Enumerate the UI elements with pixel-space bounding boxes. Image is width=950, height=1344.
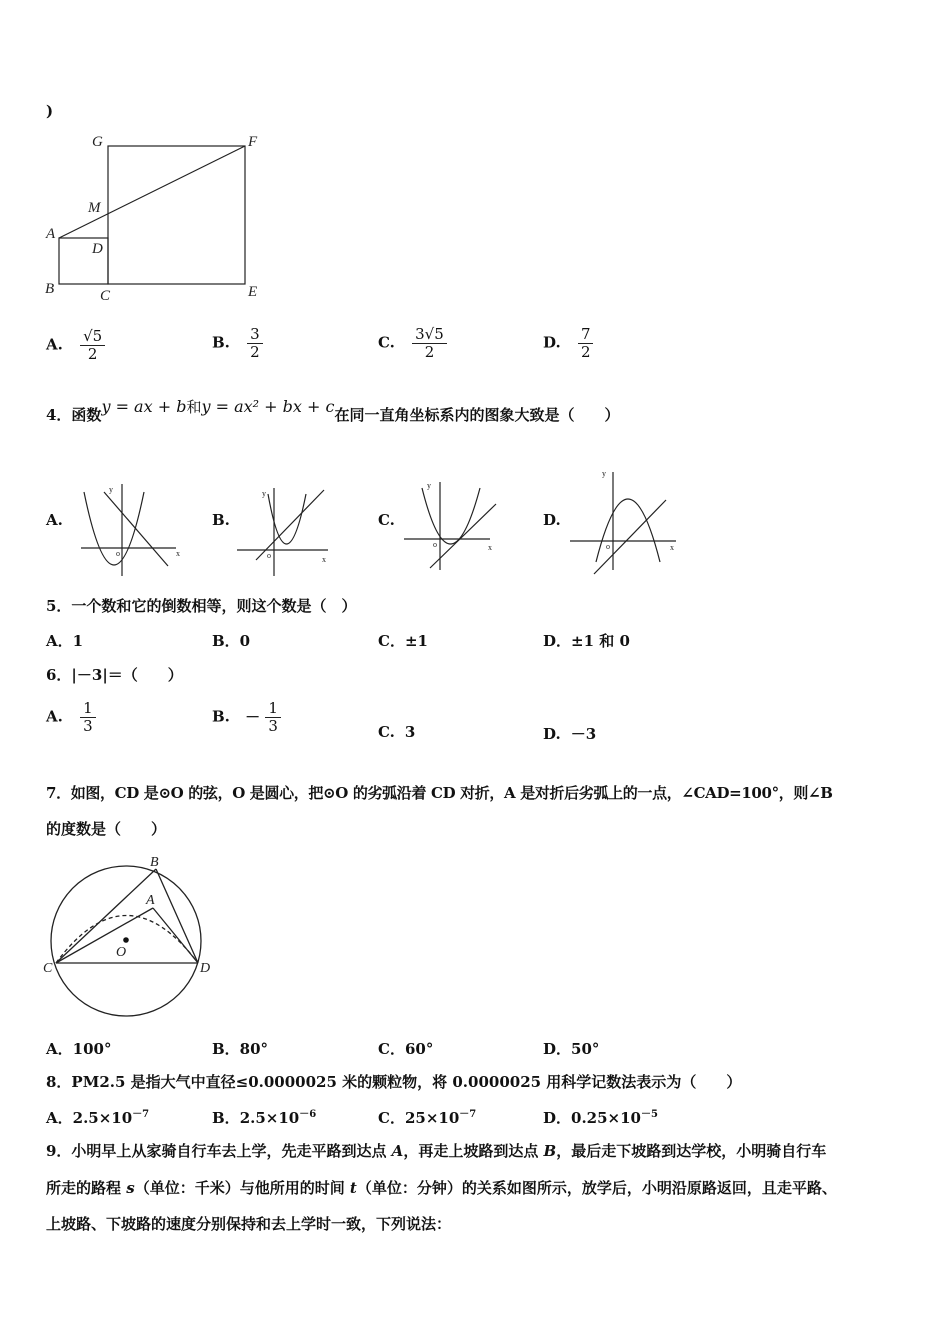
segment-cb	[56, 869, 156, 963]
q8-stem: 8．PM2.5 是指大气中直径≤0.0000025 米的颗粒物，将 0.0000025 用科学记数法表示为（ ）	[46, 1073, 742, 1091]
q9-line2: 所走的路程 s（单位：千米）与他所用的时间 t（单位：分钟）的关系如图所示，放学后，小明沿原路返回，且走平路、	[46, 1179, 837, 1197]
top-bracket: )	[46, 102, 54, 120]
label-m: M	[88, 200, 101, 216]
q5-option-d[interactable]: D．±1 和 0	[543, 632, 630, 650]
q4-graph-a	[76, 478, 186, 578]
q3-option-b[interactable]: B. $\frac{3}{2}$	[212, 326, 263, 361]
svg-text:x: x	[176, 549, 180, 558]
q5-option-c[interactable]: C．±1	[378, 632, 428, 650]
q6-option-b[interactable]: B. － $\frac{1}{3}$	[212, 700, 281, 735]
label-d: D	[92, 241, 103, 257]
q7-figure	[38, 850, 218, 1022]
q8-option-a[interactable]: A．$2.5\times 10^{-7}$	[46, 1109, 150, 1127]
square-gfec	[108, 146, 245, 284]
segment-bd	[156, 869, 198, 963]
q8-option-d[interactable]: D．$0.25\times 10^{-5}$	[543, 1109, 658, 1127]
svg-text:o: o	[267, 551, 271, 560]
q4-graph-c	[400, 476, 510, 576]
svg-text:x: x	[322, 555, 326, 564]
q5-option-b[interactable]: B．0	[212, 632, 251, 650]
label-g: G	[92, 134, 103, 150]
q4-option-d[interactable]: D.	[543, 511, 561, 529]
q4-option-c[interactable]: C.	[378, 511, 395, 529]
q4-option-a[interactable]: A.	[46, 511, 63, 529]
q4-stem: 4．函数y = ax + b和y = ax² + bx + c在同一直角坐标系内的图象大致是（ ）	[46, 397, 620, 424]
q6-option-d[interactable]: D. －3	[543, 725, 597, 743]
segment-af	[59, 146, 245, 238]
q3-option-c[interactable]: C. $\frac{3√5}{2}$	[378, 326, 447, 361]
segment-ca	[56, 908, 153, 963]
q7-option-c[interactable]: C．60°	[378, 1040, 434, 1058]
q9-line1: 9．小明早上从家骑自行车去上学，先走平路到达点 A，再走上坡路到达点 B，最后走下坡路到达学校，小明骑自行车	[46, 1142, 827, 1160]
label-e: E	[248, 284, 258, 300]
q3-option-d[interactable]: D. $\frac{7}{2}$	[543, 326, 593, 361]
q8-option-c[interactable]: C．$25\times 10^{-7}$	[378, 1109, 477, 1127]
svg-text:x: x	[670, 543, 674, 552]
svg-text:y: y	[602, 469, 606, 478]
svg-text:y: y	[109, 485, 113, 494]
label-d: D	[200, 961, 211, 976]
label-c: C	[100, 288, 111, 304]
q7-option-d[interactable]: D．50°	[543, 1040, 600, 1058]
q5-option-a[interactable]: A．1	[46, 632, 84, 650]
label-a: A	[146, 893, 155, 908]
q4-graph-d	[566, 466, 682, 576]
svg-text:o: o	[606, 542, 610, 551]
q7-option-b[interactable]: B．80°	[212, 1040, 269, 1058]
q4-option-b[interactable]: B.	[212, 511, 230, 529]
svg-text:o: o	[116, 549, 120, 558]
segment-ad	[153, 908, 198, 963]
center-dot	[123, 937, 129, 943]
q7-stem-line2: 的度数是（ ）	[46, 820, 167, 838]
label-c: C	[43, 961, 53, 976]
q3-option-a[interactable]: A. $\frac{√5}{2}$	[46, 328, 105, 363]
q6-option-a[interactable]: A. $\frac{1}{3}$	[46, 700, 96, 735]
q5-stem: 5．一个数和它的倒数相等，则这个数是（ ）	[46, 597, 357, 615]
svg-text:x: x	[488, 543, 492, 552]
label-o: O	[116, 945, 127, 960]
q6-option-c[interactable]: C. 3	[378, 723, 416, 741]
q3-figure	[40, 128, 270, 306]
label-b: B	[150, 855, 159, 870]
label-b: B	[45, 281, 55, 297]
svg-text:o: o	[433, 540, 437, 549]
q7-option-a[interactable]: A．100°	[46, 1040, 112, 1058]
q4-graph-b	[234, 478, 344, 578]
q6-stem: 6．|－3|＝（ ）	[46, 666, 183, 684]
svg-text:y: y	[427, 481, 431, 490]
q7-stem-line1: 7．如图，CD 是⊙O 的弦，O 是圆心，把⊙O 的劣弧沿着 CD 对折，A 是对折后劣弧上的一点，∠CAD=100°，则∠B	[46, 784, 833, 802]
svg-text:y: y	[262, 489, 266, 498]
q8-option-b[interactable]: B．$2.5\times 10^{-6}$	[212, 1109, 317, 1127]
label-f: F	[248, 134, 258, 150]
label-a: A	[46, 226, 56, 242]
q9-line3: 上坡路、下坡路的速度分别保持和去上学时一致，下列说法：	[46, 1215, 452, 1233]
